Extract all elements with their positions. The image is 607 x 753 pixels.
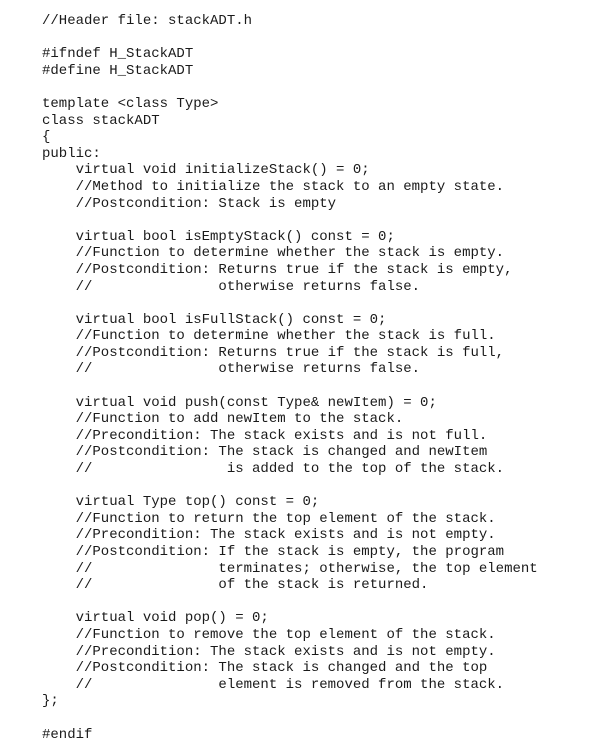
code-line: //Precondition: The stack exists and is not empty.	[42, 643, 496, 660]
code-line: };	[42, 693, 59, 710]
code-line: virtual bool isEmptyStack() const = 0;	[42, 228, 395, 245]
code-line: virtual bool isFullStack() const = 0;	[42, 311, 387, 328]
code-line	[42, 295, 602, 312]
code-line: //Postcondition: The stack is changed and the top	[42, 660, 488, 677]
code-line: //Method to initialize the stack to an empty state.	[42, 178, 505, 195]
code-line: #ifndef H_StackADT	[42, 46, 194, 63]
code-line: //Postcondition: Returns true if the stack is empty,	[42, 261, 513, 278]
code-line	[42, 478, 602, 495]
code-line: // terminates; otherwise, the top element	[42, 560, 538, 577]
code-line: //Function to determine whether the stack is empty.	[42, 245, 505, 262]
code-line	[42, 30, 602, 47]
code-line: virtual void pop() = 0;	[42, 610, 269, 627]
code-line: virtual void initializeStack() = 0;	[42, 162, 370, 179]
code-line: {	[42, 129, 51, 146]
code-line: //Postcondition: Returns true if the stack is full,	[42, 344, 505, 361]
code-line: //Header file: stackADT.h	[42, 13, 253, 29]
code-line	[42, 79, 602, 96]
code-line	[42, 212, 602, 229]
code-line: //Function to determine whether the stack is full.	[42, 328, 496, 345]
code-line	[42, 378, 602, 395]
code-line: public:	[42, 145, 101, 162]
code-line: //Function to remove the top element of the stack.	[42, 626, 496, 643]
code-line: //Precondition: The stack exists and is not full.	[42, 427, 488, 444]
code-line: class stackADT	[42, 112, 160, 129]
code-line	[42, 710, 602, 727]
code-line: #define H_StackADT	[42, 62, 194, 79]
code-line: // element is removed from the stack.	[42, 676, 505, 693]
code-line	[42, 594, 602, 611]
code-line: //Precondition: The stack exists and is not empty.	[42, 527, 496, 544]
code-listing	[42, 13, 602, 743]
code-line: //Function to add newItem to the stack.	[42, 411, 404, 428]
code-line: // otherwise returns false.	[42, 361, 421, 378]
code-line: //Postcondition: If the stack is empty, the program	[42, 544, 505, 560]
code-line: template <class Type>	[42, 95, 219, 112]
code-line: virtual Type top() const = 0;	[42, 494, 320, 511]
code-line: // is added to the top of the stack.	[42, 461, 505, 478]
code-line: //Postcondition: The stack is changed and newItem	[42, 444, 488, 461]
code-line: virtual void push(const Type& newItem) = 0;	[42, 394, 437, 411]
code-line: #endif	[42, 726, 93, 743]
code-line: // of the stack is returned.	[42, 577, 429, 594]
code-line: //Postcondition: Stack is empty	[42, 195, 337, 212]
code-line: // otherwise returns false.	[42, 278, 421, 295]
code-line: //Function to return the top element of the stack.	[42, 510, 496, 527]
